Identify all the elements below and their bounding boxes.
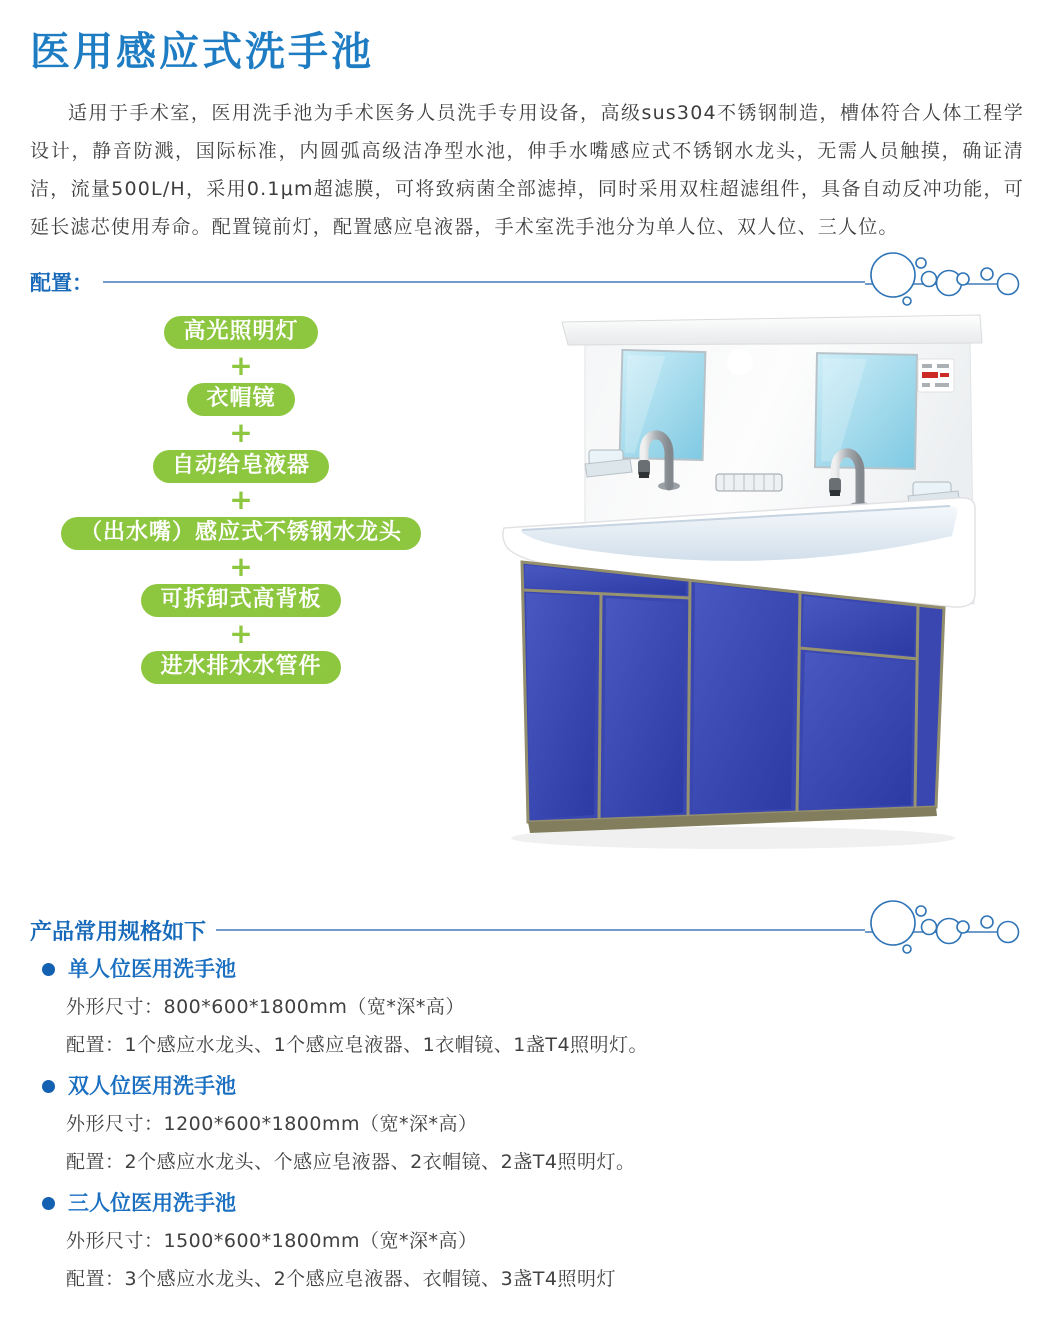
- plus-separator: +: [229, 617, 253, 650]
- divider-line: [216, 929, 865, 931]
- config-pill-backboard: 可拆卸式高背板: [141, 584, 340, 617]
- spec-block-single: [42, 956, 1002, 1058]
- spec-dimensions: 外形尺寸：1500*600*1800mm（宽*深*高）: [66, 1230, 478, 1252]
- soap-basket: [716, 474, 782, 491]
- spec-dimensions: 外形尺寸：800*600*1800mm（宽*深*高）: [66, 996, 465, 1018]
- canopy-light-shelf: [562, 315, 982, 345]
- config-pill-sensor-faucet: （出水嘴）感应式不锈钢水龙头: [61, 517, 421, 550]
- plus-separator: +: [229, 349, 253, 382]
- mirror-right: [815, 353, 917, 469]
- page-title: 医用感应式洗手池: [30, 29, 374, 75]
- label-sticker: [918, 359, 954, 392]
- spec-config: 配置：2个感应水龙头、个感应皂液器、2衣帽镜、2盏T4照明灯。: [66, 1151, 636, 1173]
- blue-cabinet: [522, 562, 944, 833]
- spec-block-triple: [42, 1190, 1002, 1292]
- divider-line: [103, 281, 865, 283]
- plus-separator: +: [229, 550, 253, 583]
- spec-block-double: [42, 1073, 1002, 1175]
- bullet-icon: [42, 1197, 55, 1210]
- bullet-icon: [42, 963, 55, 976]
- spec-dimensions: 外形尺寸：1200*600*1800mm（宽*深*高）: [66, 1113, 478, 1135]
- spec-product-name: 三人位医用洗手池: [68, 1191, 236, 1215]
- config-heading: 配置：: [30, 271, 93, 295]
- config-pill-mirror: 衣帽镜: [187, 383, 294, 416]
- specs-section-header: [30, 898, 1033, 962]
- light-reflection: [727, 349, 753, 375]
- spec-product-name: 单人位医用洗手池: [68, 957, 236, 981]
- plus-separator: +: [229, 416, 253, 449]
- spec-product-name: 双人位医用洗手池: [68, 1074, 236, 1098]
- spec-config: 配置：3个感应水龙头、2个感应皂液器、衣帽镜、3盏T4照明灯: [66, 1268, 616, 1290]
- bullet-icon: [42, 1080, 55, 1093]
- product-photo: [488, 302, 1053, 860]
- config-pill-soap-dispenser: 自动给皂液器: [153, 450, 329, 483]
- spec-config: 配置：1个感应水龙头、1个感应皂液器、1衣帽镜、1盏T4照明灯。: [66, 1034, 649, 1056]
- config-pill-highlight-lamp: 高光照明灯: [164, 316, 317, 349]
- intro-paragraph: 适用于手术室，医用洗手池为手术医务人员洗手专用设备，高级sus304不锈钢制造，槽体符合人体工程学设计，静音防溅，国际标准，内圆弧高级洁净型水池，伸手水嘴感应式不锈钢水龙头，无需人员触摸，确证清洁，流量500L/H，采用0.1μm超滤膜，可将致病菌全部滤掉，同时采用双柱超滤组件，具备自动反冲功能，可延长滤芯使用寿命。配置镜前灯，配置感应皂液器，手术室洗手池分为单人位、双人位、三人位。: [30, 102, 1024, 238]
- specs-heading: 产品常用规格如下: [30, 919, 207, 945]
- config-pill-water-pipes: 进水排水水管件: [141, 651, 340, 684]
- config-pill-stack: [38, 316, 444, 684]
- spec-section: [42, 956, 1002, 1307]
- bubbles-icon: [865, 896, 1033, 960]
- plus-separator: +: [229, 483, 253, 516]
